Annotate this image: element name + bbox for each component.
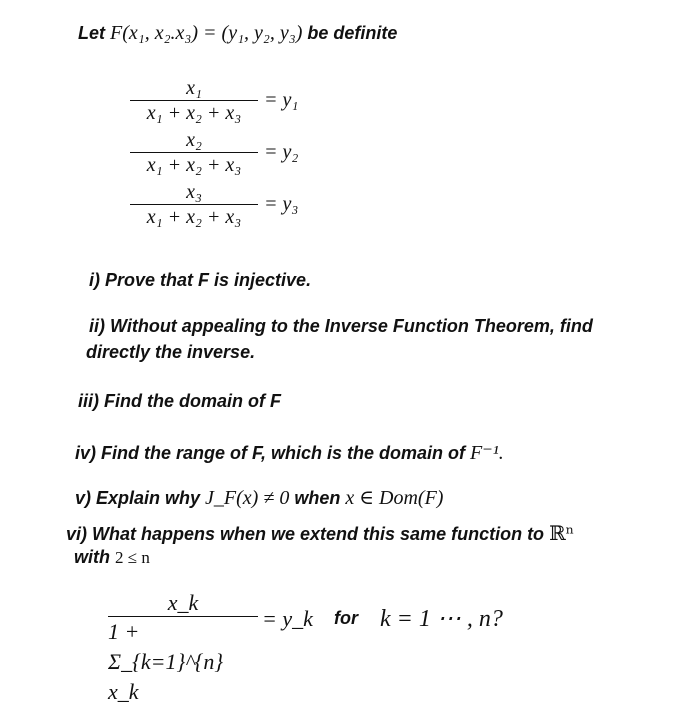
equation-3-fraction xyxy=(130,180,258,229)
question-2-line-2: directly the inverse. xyxy=(86,342,256,362)
general-tail: k = 1 ⋯ , n? xyxy=(380,606,503,632)
equation-2-fraction xyxy=(130,128,258,177)
intro-prefix: Let xyxy=(78,23,111,43)
equation-1-numerator: x₁ xyxy=(186,77,202,99)
equation-3-denominator: x₁ + x₂ + x₃ xyxy=(146,206,242,228)
equation-1-fraction xyxy=(130,76,258,125)
intro-line xyxy=(78,22,397,45)
question-6-text: vi) What happens when we extend this same function to xyxy=(66,524,550,544)
equation-1-rhs: = y₁ xyxy=(264,89,299,111)
question-5-mid: when xyxy=(289,488,346,508)
general-fraction xyxy=(108,590,258,707)
question-1: i) Prove that F is injective. xyxy=(89,270,312,290)
question-5-math-1: J_F(x) ≠ 0 xyxy=(205,487,290,509)
equation-3-rhs: = y₃ xyxy=(264,193,299,215)
question-5-text: v) Explain why xyxy=(75,488,206,508)
general-rhs: = y_k xyxy=(262,606,313,631)
general-for-label: for xyxy=(334,608,358,628)
question-6-line-2-text: with xyxy=(74,547,115,567)
question-6-line-1 xyxy=(66,521,574,545)
intro-suffix: be definite xyxy=(302,23,398,43)
equation-2-rhs: = y₂ xyxy=(264,141,299,163)
question-5-math-2: x ∈ Dom(F) xyxy=(345,487,444,509)
question-4-text: iv) Find the range of F, which is the domain of xyxy=(75,443,471,463)
general-numerator: x_k xyxy=(167,590,199,615)
question-6-math: ℝⁿ xyxy=(549,521,575,545)
equation-2-numerator: x₂ xyxy=(186,129,202,151)
general-denominator: 1 + Σ_{k=1}^{n} x_k xyxy=(108,619,224,704)
equation-3-numerator: x₃ xyxy=(186,181,202,203)
question-2-line-1: ii) Without appealing to the Inverse Function Theorem, find xyxy=(89,316,593,336)
equation-2-denominator: x₁ + x₂ + x₃ xyxy=(146,154,242,176)
equation-1-denominator: x₁ + x₂ + x₃ xyxy=(146,102,242,124)
question-4 xyxy=(75,440,504,465)
question-6-line-2-math: 2 ≤ n xyxy=(115,548,150,567)
question-6-line-2 xyxy=(74,547,150,568)
question-4-math: F⁻¹. xyxy=(470,442,504,464)
intro-function: F(x₁, x₂.x₃) = (y₁, y₂, y₃) xyxy=(110,22,303,44)
question-5 xyxy=(75,485,443,510)
question-3: iii) Find the domain of F xyxy=(78,391,281,411)
